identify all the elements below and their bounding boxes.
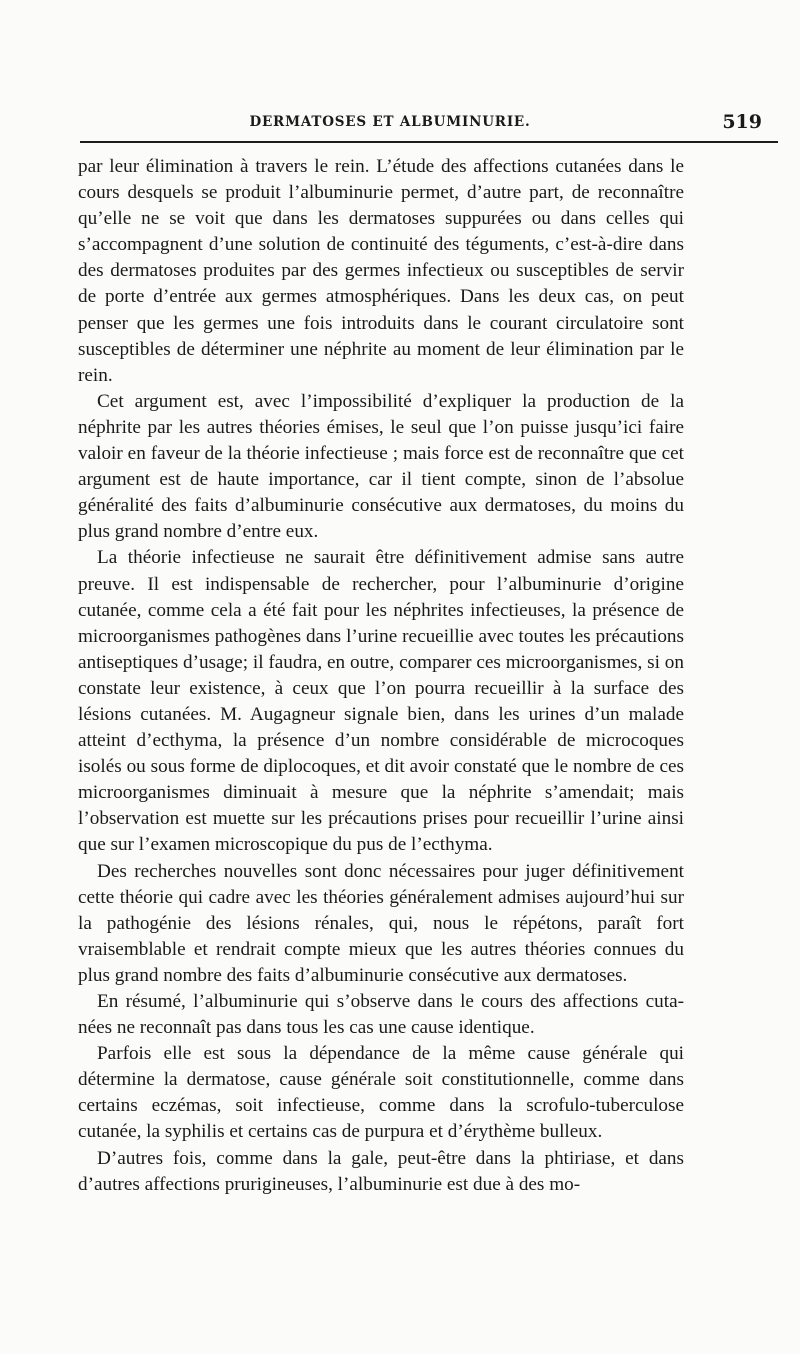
paragraph-2: Cet argument est, avec l’impossibilité d’expliquer la production de la néphrite par les autres théories émises, le seul que l’on puisse jusqu’ici faire valoir en faveur de la théorie infectieuse ; mais force est de reconnaître que cet argument est de haute importance, car il tient compte, sinon de l’absolue généralité des faits d’albuminurie consécutive aux dermatoses, du moins du plus grand nombre d’entre eux. [78,390,684,543]
running-title: DERMATOSES ET ALBUMINURIE. [249,114,531,130]
paragraph-4: Des recherches nouvelles sont donc nécessaires pour juger définitivement cette théorie qui cadre avec les théories généralement admises aujourd’hui sur la pathogénie des lésions rénales, qui, nous le répétons, paraît fort vraisemblable et rendrait compte mieux que les autres théories connues du plus grand nombre des faits d’albuminurie consécutive aux dermatoses. [78,860,684,986]
body-text [78,154,684,1198]
running-head [80,110,780,134]
paragraph-5: En résumé, l’albuminurie qui s’observe dans le cours des affections cutanées ne reconnaît pas dans tous les cas une cause identique. [78,991,684,1039]
paragraph-3: La théorie infectieuse ne saurait être définitivement admise sans autre preuve. Il est indispensable de rechercher, pour l’albuminurie d’origine cutanée, comme cela a été fait pour les néphrites infectieuses, la présence de microorganismes pathogènes dans l’urine recueillie avec toutes les précautions antiseptiques d’usage; il faudra, en outre, comparer ces microorganismes, si on constate leur existence, à ceux que l’on pourra recueillir à la surface des lésions cutanées. M. Augagneur signale bien, dans les urines d’un malade atteint d’ecthyma, la présence d’un nombre considérable de microcoques isolés ou sous forme de diplocoques, et dit avoir constaté que le nombre de ces microorganismes diminuait à mesure que la néphrite s’amendait; mais l’observation est muette sur les précautions prises pour recueillir l’urine ainsi que sur l’examen microscopique du pus de l’ecthyma. [78,547,684,856]
header-rule [80,141,778,143]
paragraph-6: Parfois elle est sous la dépendance de la même cause générale qui détermine la dermatose, cause générale soit constitutionnelle, comme dans certains eczémas, soit infectieuse, comme dans la scrofulo-tuberculose cutanée, la syphilis et certains cas de purpura et d’érythème bulleux. [78,1043,684,1143]
paragraph-7: D’autres fois, comme dans la gale, peut-être dans la phtiriase, et dans d’autres affections prurigineuses, l’albuminurie est due à des mo- [78,1147,684,1195]
paragraph-1: par leur élimination à travers le rein. L’étude des affections cutanées dans le cours desquels se produit l’albuminurie permet, d’autre part, de reconnaître qu’elle ne se voit que dans les dermatoses suppurées ou dans celles qui s’accompagnent d’une solution de continuité des téguments, c’est-à-dire dans des dermatoses produites par des germes infectieux ou susceptibles de servir de porte d’entrée aux germes atmosphériques. Dans les deux cas, on peut penser que les germes une fois introduits dans le courant circulatoire sont susceptibles de déterminer une néphrite au moment de leur élimination par le rein. [78,156,684,386]
page-number: 519 [722,111,762,133]
